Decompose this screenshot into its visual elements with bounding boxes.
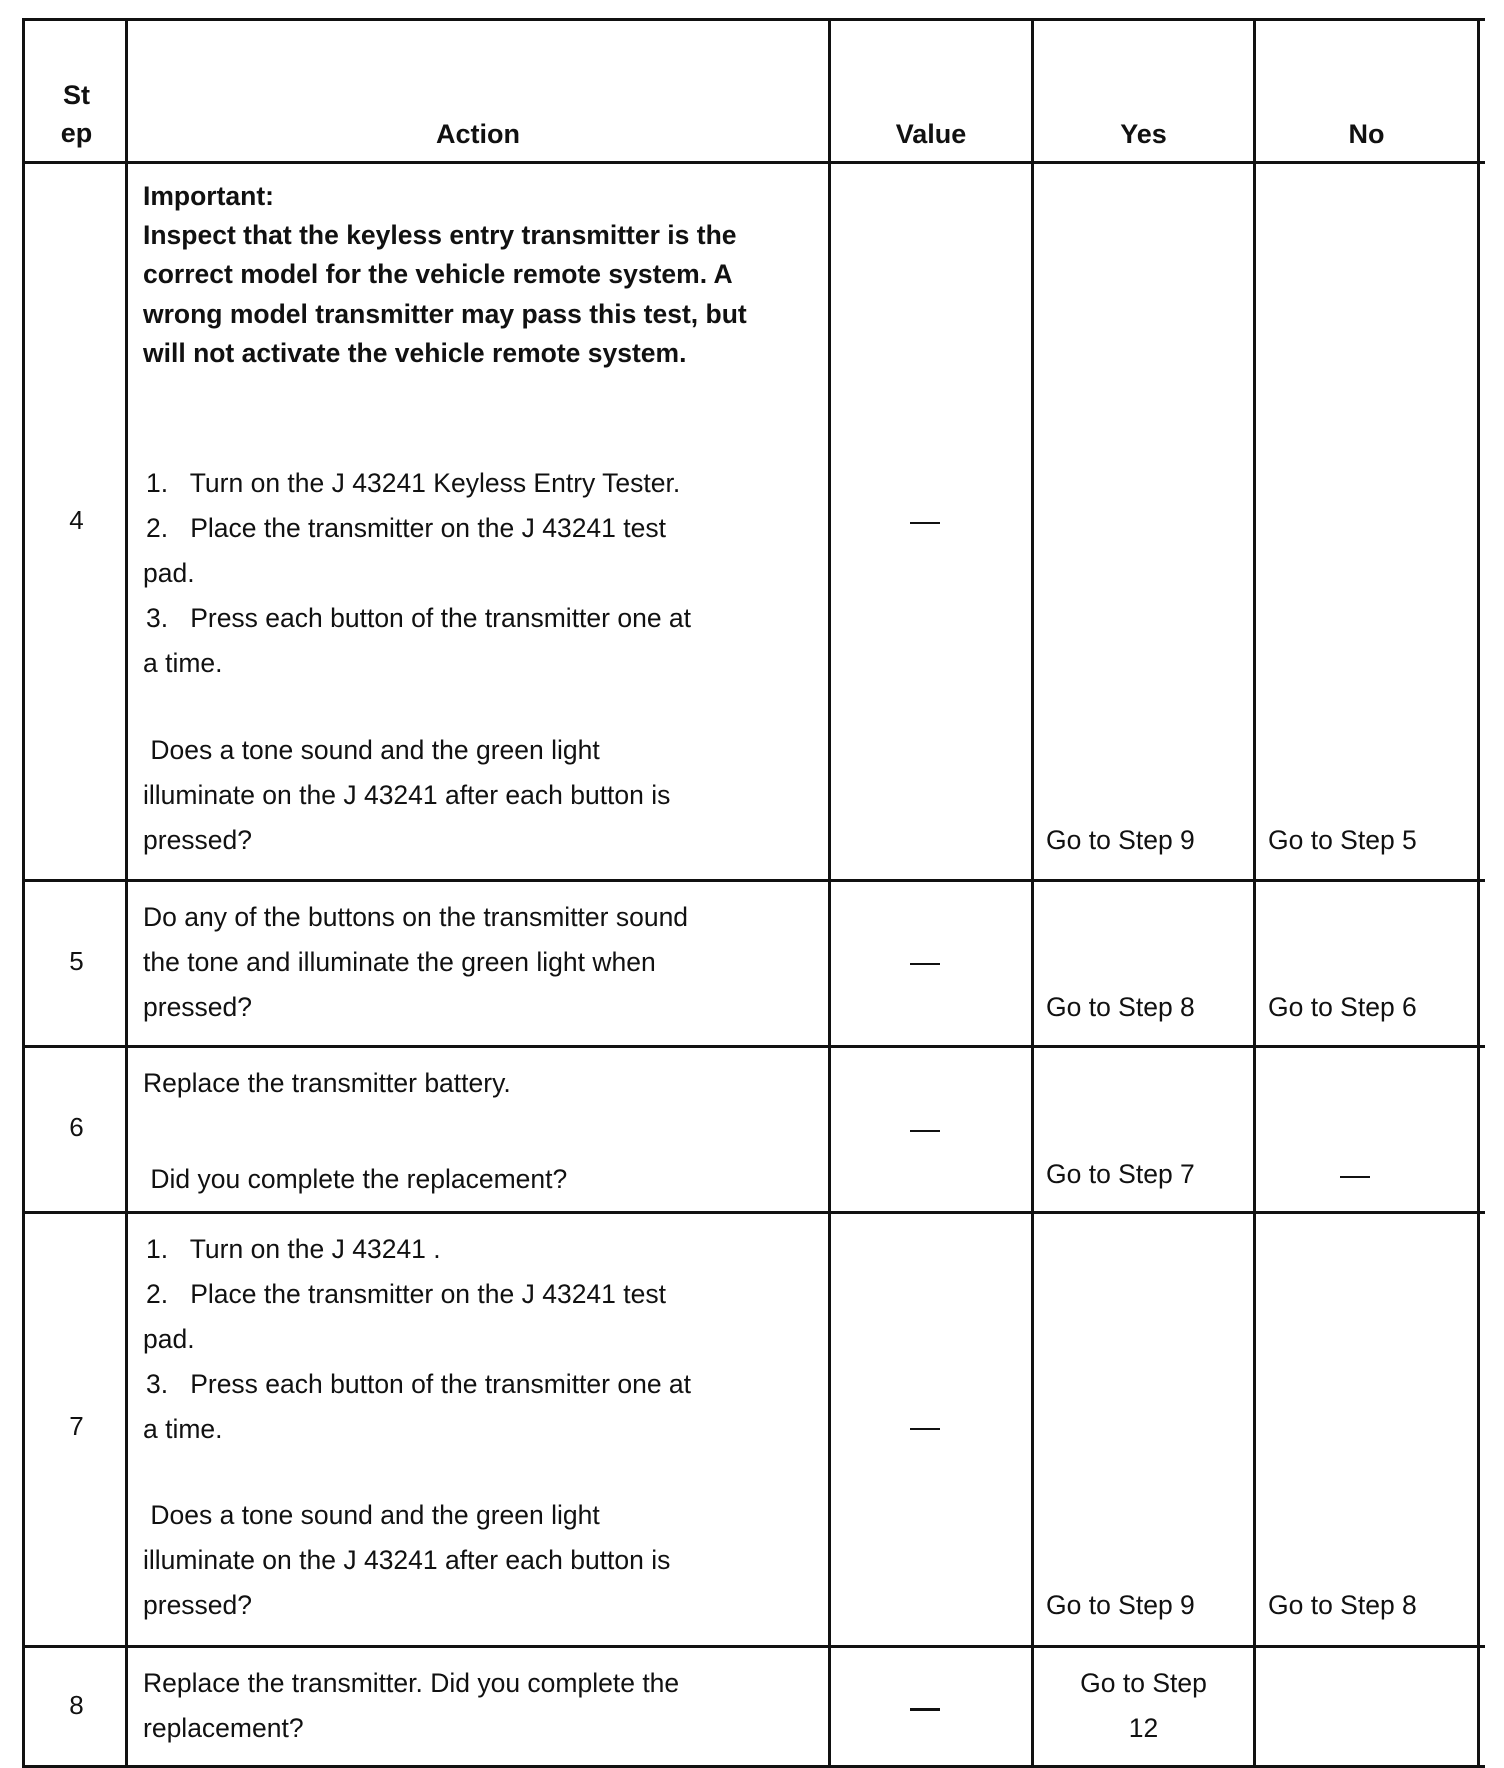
table-border-left	[22, 18, 25, 1768]
header-step	[28, 76, 125, 152]
header-no: No	[1348, 119, 1385, 149]
step7-action-line-5: a time.	[143, 1414, 223, 1444]
step5-action-line-1: Do any of the buttons on the transmitter sound	[143, 902, 689, 932]
step4-action-line-5: a time.	[143, 648, 223, 678]
step4-value-dash	[910, 522, 940, 524]
important-line-4: will not activate the vehicle remote system.	[143, 338, 687, 368]
step7-action-line-4: 3. Press each button of the transmitter one at	[146, 1369, 692, 1399]
step-number-8: 8	[69, 1690, 84, 1720]
step7-no: Go to Step 8	[1268, 1590, 1417, 1620]
step-number-4: 4	[69, 505, 84, 535]
important-line-3: wrong model transmitter may pass this test, but	[143, 299, 747, 329]
step-number-7: 7	[69, 1411, 84, 1441]
step8-action-line-2: replacement?	[143, 1713, 304, 1743]
step8-value-dash	[910, 1708, 940, 1711]
row-divider-5-6	[22, 1045, 1485, 1048]
step4-yes: Go to Step 9	[1046, 825, 1195, 855]
step7-question-line-3: pressed?	[143, 1590, 253, 1620]
col-divider-action	[828, 18, 831, 1768]
col-divider-step	[125, 18, 128, 1768]
step4-question-line-1: Does a tone sound and the green light	[143, 735, 600, 765]
step7-value-dash	[910, 1428, 940, 1430]
step4-action-line-2: 2. Place the transmitter on the J 43241 test	[146, 513, 666, 543]
row-divider-6-7	[22, 1211, 1485, 1214]
header-yes: Yes	[1120, 119, 1167, 149]
step8-action-line-1: Replace the transmitter. Did you complete the	[143, 1668, 680, 1698]
step7-question-line-2: illuminate on the J 43241 after each button is	[143, 1545, 671, 1575]
step8-yes-line-2: 12	[1128, 1713, 1159, 1743]
step7-action-line-3: pad.	[143, 1324, 195, 1354]
step-number-6: 6	[69, 1112, 84, 1142]
step7-action-line-1: 1. Turn on the J 43241 .	[146, 1234, 441, 1264]
header-step-line1: St	[63, 80, 90, 110]
step4-action-line-1: 1. Turn on the J 43241 Keyless Entry Tester.	[146, 468, 681, 498]
step-number-5: 5	[69, 946, 84, 976]
step4-action-line-3: pad.	[143, 558, 195, 588]
table-border-top	[22, 18, 1485, 21]
step4-question-line-3: pressed?	[143, 825, 253, 855]
step4-question-line-2: illuminate on the J 43241 after each button is	[143, 780, 671, 810]
col-divider-yes	[1253, 18, 1256, 1768]
step6-question-line-1: Did you complete the replacement?	[143, 1164, 568, 1194]
step5-action-line-3: pressed?	[143, 992, 253, 1022]
step8-yes-line-1: Go to Step	[1080, 1668, 1207, 1698]
step5-no: Go to Step 6	[1268, 992, 1417, 1022]
step6-yes: Go to Step 7	[1046, 1159, 1195, 1189]
header-value: Value	[895, 119, 967, 149]
step6-value-dash	[910, 1130, 940, 1132]
header-divider	[22, 161, 1485, 164]
step5-yes: Go to Step 8	[1046, 992, 1195, 1022]
step7-question-line-1: Does a tone sound and the green light	[143, 1500, 600, 1530]
row-divider-7-8	[22, 1645, 1485, 1648]
step7-yes: Go to Step 9	[1046, 1590, 1195, 1620]
row-divider-4-5	[22, 879, 1485, 882]
header-action: Action	[436, 119, 520, 149]
step7-action-line-2: 2. Place the transmitter on the J 43241 test	[146, 1279, 666, 1309]
important-line-2: correct model for the vehicle remote system. A	[143, 259, 733, 289]
step5-action-line-2: the tone and illuminate the green light when	[143, 947, 656, 977]
step6-action-line-1: Replace the transmitter battery.	[143, 1068, 511, 1098]
important-label: Important:	[143, 181, 275, 211]
header-step-line2: ep	[60, 118, 93, 148]
step4-no: Go to Step 5	[1268, 825, 1417, 855]
col-divider-value	[1031, 18, 1034, 1768]
step8-yes	[1034, 1661, 1253, 1751]
table-border-right	[1477, 18, 1480, 1768]
step4-action-line-4: 3. Press each button of the transmitter one at	[146, 603, 692, 633]
important-line-1: Inspect that the keyless entry transmitter is the	[143, 220, 737, 250]
step5-value-dash	[910, 963, 940, 965]
step6-no-dash	[1340, 1176, 1370, 1178]
